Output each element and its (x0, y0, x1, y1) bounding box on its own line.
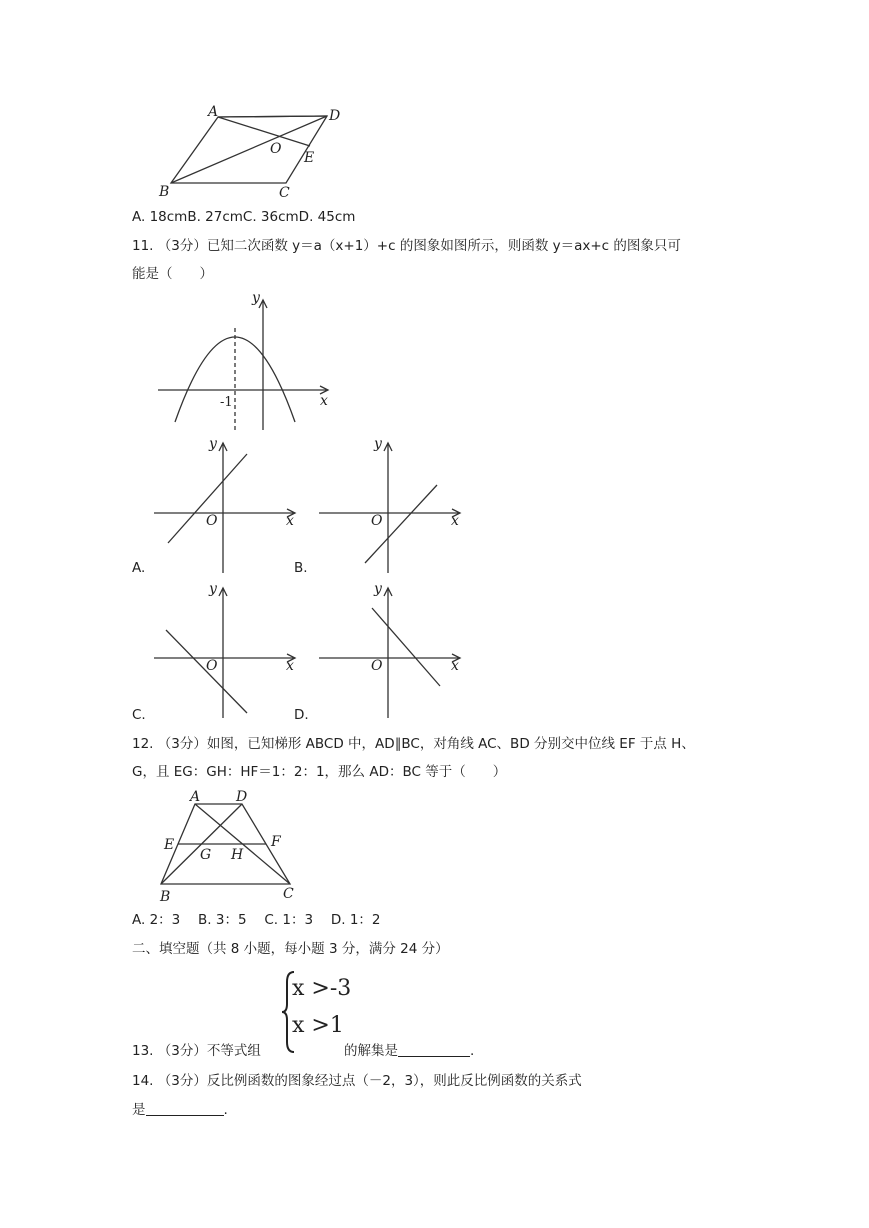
q14-stem-line1: 14. （3分）反比例函数的图象经过点（－2，3），则此反比例函数的关系式 (132, 1073, 582, 1089)
q11-stem-line2: 能是（ ） (132, 266, 213, 282)
q13-prefix: 13. （3分）不等式组 (132, 1043, 261, 1059)
label-E: E (164, 837, 175, 853)
q14-period: . (223, 1102, 228, 1118)
option-b-x-label: x (451, 513, 459, 529)
q11-tick-minus1: -1 (220, 395, 233, 410)
q12-stem-line2: G，且 EG：GH：HF＝1：2：1，那么 AD：BC 等于（ ） (132, 764, 507, 780)
q11-option-d-letter: D. (294, 707, 309, 723)
option-c-origin: O (206, 658, 218, 674)
label-E: E (304, 150, 315, 166)
option-d-x-label: x (451, 658, 459, 674)
option-c-y-label: y (209, 581, 217, 597)
label-B: B (159, 184, 170, 200)
q11-option-a-graph (150, 435, 300, 575)
label-D: D (329, 108, 341, 124)
q11-option-c-graph (150, 580, 300, 720)
q11-option-d-graph (315, 580, 465, 720)
label-O: O (270, 141, 282, 157)
q13-suffix-text: 的解集是 (344, 1043, 398, 1059)
section-heading-fill-in: 二、填空题（共 8 小题，每小题 3 分，满分 24 分） (132, 941, 449, 957)
option-a-x-label: x (286, 513, 294, 529)
label-A: A (190, 789, 201, 805)
label-B: B (160, 889, 171, 905)
q11-option-b-graph (315, 435, 465, 575)
label-A: A (208, 104, 219, 120)
q14-line2-prefix: 是 (132, 1102, 146, 1118)
q13-inequality-2: x >1 (292, 1013, 344, 1038)
q14-stem-line2 (132, 1101, 228, 1119)
option-a-origin: O (206, 513, 218, 529)
option-d-y-label: y (374, 581, 382, 597)
q11-option-a-letter: A. (132, 560, 146, 576)
label-G: G (200, 847, 212, 863)
q13-answer-blank[interactable] (398, 1042, 470, 1057)
q12-trapezoid-figure (155, 788, 305, 908)
q10-options: A. 18cmB. 27cmC. 36cmD. 45cm (132, 209, 356, 225)
q12-options: A. 2：3 B. 3：5 C. 1：3 D. 1：2 (132, 912, 381, 928)
q13-suffix (344, 1042, 474, 1060)
q11-option-b-letter: B. (294, 560, 308, 576)
label-D: D (236, 789, 248, 805)
q11-parabola-graph (150, 290, 340, 435)
label-C: C (279, 185, 290, 201)
q13-inequality-1: x >-3 (292, 976, 352, 1001)
q11-option-c-letter: C. (132, 707, 146, 723)
q11-x-axis-label: x (320, 393, 328, 409)
option-a-y-label: y (209, 436, 217, 452)
option-c-x-label: x (286, 658, 294, 674)
option-b-y-label: y (374, 436, 382, 452)
label-H: H (231, 847, 244, 863)
option-b-origin: O (371, 513, 383, 529)
q11-stem-line1: 11. （3分）已知二次函数 y＝a（x+1）+c 的图象如图所示，则函数 y＝ax+c 的图象只可 (132, 238, 681, 254)
q14-answer-blank[interactable] (146, 1101, 224, 1116)
q10-parallelogram-figure (150, 100, 350, 200)
q13-period: . (470, 1043, 475, 1059)
option-d-origin: O (371, 658, 383, 674)
q11-y-axis-label: y (252, 290, 260, 306)
q12-stem-line1: 12. （3分）如图，已知梯形 ABCD 中，AD∥BC，对角线 AC、BD 分别交中位线 EF 于点 H、 (132, 736, 695, 752)
label-C: C (283, 886, 294, 902)
label-F: F (271, 834, 281, 850)
